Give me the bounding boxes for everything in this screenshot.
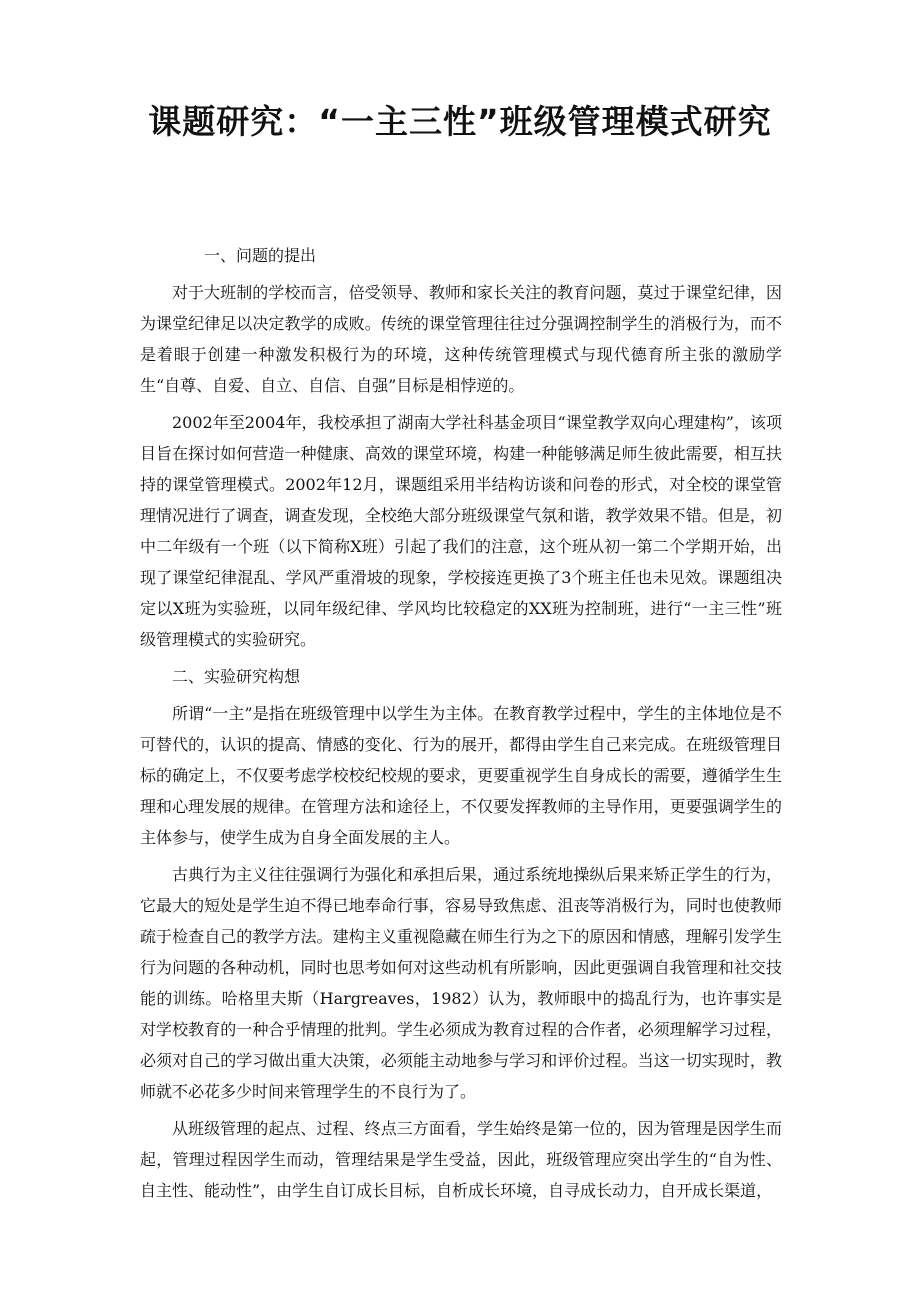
paragraph: 所谓“一主”是指在班级管理中以学生为主体。在教育教学过程中，学生的主体地位是不可替代的，认识的提高、情感的变化、行为的展开，都得由学生自己来完成。在班级管理目标的确定上，不仅要考虑学校校纪校规的要求，更要重视学生自身成长的需要，遵循学生生理和心理发展的规律。在管理方法和途径上，不仅要发挥教师的主导作用，更要强调学生的主体参与，使学生成为自身全面发展的主人。	[140, 704, 782, 847]
paragraph: 从班级管理的起点、过程、终点三方面看，学生始终是第一位的，因为管理是因学生而起，管理过程因学生而动，管理结果是学生受益，因此，班级管理应突出学生的“自为性、自主性、能动性”，由学生自订成长目标，自析成长环境，自寻成长动力，自开成长渠道，	[140, 1119, 782, 1200]
paragraph: 2002年至2004年，我校承担了湖南大学社科基金项目“课堂教学双向心理建构”，该项目旨在探讨如何营造一种健康、高效的课堂环境，构建一种能够满足师生彼此需要，相互扶持的课堂管理模式。2002年12月，课题组采用半结构访谈和问卷的形式，对全校的课堂管理情况进行了调查，调查发现，全校绝大部分班级课堂气氛和谐，教学效果不错。但是，初中二年级有一个班（以下简称X班）引起了我们的注意，这个班从初一第二个学期开始，出现了课堂纪律混乱、学风严重滑坡的现象，学校接连更换了3个班主任也未见效。课题组决定以X班为实验班，以同年级纪律、学风均比较稳定的XX班为控制班，进行“一主三性”班级管理模式的实验研究。	[140, 413, 782, 649]
document-title: 课题研究：“一主三性”班级管理模式研究	[148, 102, 772, 141]
paragraph: 对于大班制的学校而言，倍受领导、教师和家长关注的教育问题，莫过于课堂纪律，因为课堂纪律足以决定教学的成败。传统的课堂管理往往过分强调控制学生的消极行为，而不是着眼于创建一种激发积极行为的环境，这种传统管理模式与现代德育所主张的激励学生“自尊、自爱、自立、自信、自强”目标是相悖逆的。	[140, 283, 782, 395]
section-heading-problem: 一、问题的提出	[204, 246, 317, 265]
paragraph: 古典行为主义往往强调行为强化和承担后果，通过系统地操纵后果来矫正学生的行为，它最大的短处是学生迫不得已地奉命行事，容易导致焦虑、沮丧等消极行为，同时也使教师疏于检查自己的教学方法。建构主义重视隐藏在师生行为之下的原因和情感，理解引发学生行为问题的各种动机，同时也思考如何对这些动机有所影响，因此更强调自我管理和社交技能的训练。哈格里夫斯（Hargreaves，1982）认为，教师眼中的捣乱行为，也许事实是对学校教育的一种合乎情理的批判。学生必须成为教育过程的合作者，必须理解学习过程，必须对自己的学习做出重大决策，必须能主动地参与学习和评价过程。当这一切实现时，教师就不必花多少时间来管理学生的不良行为了。	[140, 865, 782, 1101]
document-body	[140, 240, 782, 1212]
section-heading-design: 二、实验研究构想	[172, 667, 301, 686]
